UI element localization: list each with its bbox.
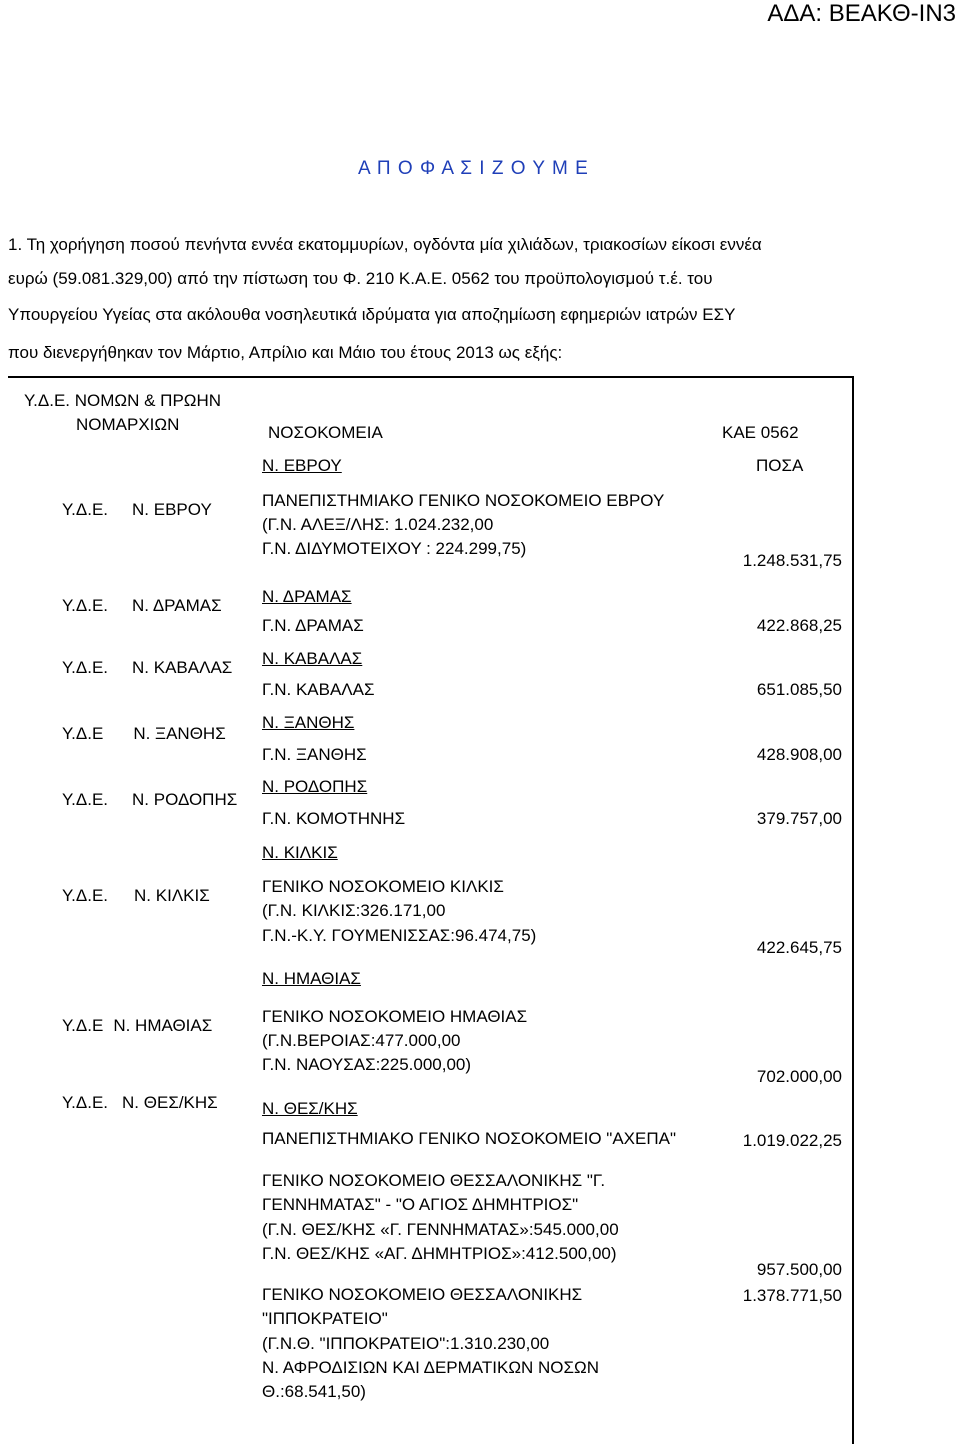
amount-xanthi: 428.908,00 <box>756 745 842 764</box>
hosp-evros-l1: ΠΑΝΕΠΙΣΤΗΜΙΑΚΟ ΓΕΝΙΚΟ ΝΟΣΟΚΟΜΕΙΟ ΕΒΡΟΥ <box>262 491 665 510</box>
ude-evros: Υ.Δ.Ε. Ν. ΕΒΡΟΥ <box>62 500 212 519</box>
amount-ippokrateio: 1.378.771,50 <box>742 1286 842 1305</box>
paragraph-line-4: που διενεργήθηκαν τον Μάρτιο, Απρίλιο και Μάιο του έτους 2013 ως εξής: <box>8 343 563 362</box>
hosp-imathia-l2: (Γ.Ν.ΒΕΡΟΙΑΣ:477.000,00 <box>262 1031 461 1050</box>
hosp-drama-head: Ν. ΔΡΑΜΑΣ <box>262 587 352 606</box>
header-kae: ΚΑΕ 0562 <box>722 423 799 442</box>
hosp-drama-l1: Γ.Ν. ΔΡΑΜΑΣ <box>262 616 364 635</box>
hosp-kavala-head: Ν. ΚΑΒΑΛΑΣ <box>262 649 363 668</box>
hosp-xanthi-head: Ν. ΞΑΝΘΗΣ <box>262 713 355 732</box>
ude-kilkis: Υ.Δ.Ε. Ν. ΚΙΛΚΙΣ <box>62 886 210 905</box>
ude-thessaloniki: Υ.Δ.Ε. Ν. ΘΕΣ/ΚΗΣ <box>62 1093 218 1112</box>
hosp-evros-l2: (Γ.Ν. ΑΛΕΞ/ΛΗΣ: 1.024.232,00 <box>262 515 494 534</box>
amount-komotini: 379.757,00 <box>756 809 842 828</box>
table-right-border <box>852 376 854 1444</box>
header-nomarxion: ΝΟΜΑΡΧΙΩΝ <box>76 415 180 434</box>
header-ude: Υ.Δ.Ε. ΝΟΜΩΝ & ΠΡΩΗΝ <box>24 391 222 410</box>
amount-kilkis: 422.645,75 <box>756 938 842 957</box>
ude-rodopi: Υ.Δ.Ε. Ν. ΡΟΔΟΠΗΣ <box>62 790 238 809</box>
hosp-thess-h-l2: "ΙΠΠΟΚΡΑΤΕΙΟ" <box>262 1309 388 1328</box>
hosp-thess-g-l1: ΓΕΝΙΚΟ ΝΟΣΟΚΟΜΕΙΟ ΘΕΣΣΑΛΟΝΙΚΗΣ "Γ. <box>262 1171 606 1190</box>
hosp-kilkis-head: Ν. ΚΙΛΚΙΣ <box>262 843 338 862</box>
decision-title: Α Π Ο Φ Α Σ Ι Ζ Ο Υ Μ Ε <box>358 158 589 179</box>
hosp-thess-g-l4: Γ.Ν. ΘΕΣ/ΚΗΣ «ΑΓ. ΔΗΜΗΤΡΙΟΣ»:412.500,00) <box>262 1244 617 1263</box>
header-hospitals: ΝΟΣΟΚΟΜΕΙΑ <box>268 423 383 442</box>
hosp-rodopi-head: Ν. ΡΟΔΟΠΗΣ <box>262 777 368 796</box>
hosp-thess-g-l2: ΓΕΝΝΗΜΑΤΑΣ" - "Ο ΑΓΙΟΣ ΔΗΜΗΤΡΙΟΣ" <box>262 1195 579 1214</box>
hosp-thess-h-l3: (Γ.Ν.Θ. "ΙΠΠΟΚΡΑΤΕΙΟ":1.310.230,00 <box>262 1334 550 1353</box>
amount-ahepa: 1.019.022,25 <box>742 1131 842 1150</box>
amount-kavala: 651.085,50 <box>756 680 842 699</box>
hosp-imathia-l3: Γ.Ν. ΝΑΟΥΣΑΣ:225.000,00) <box>262 1055 472 1074</box>
hosp-thess-h-l4: Ν. ΑΦΡΟΔΙΣΙΩΝ ΚΑΙ ΔΕΡΜΑΤΙΚΩΝ ΝΟΣΩΝ <box>262 1358 600 1377</box>
paragraph-line-1: 1. Τη χορήγηση ποσού πενήντα εννέα εκατομμυρίων, ογδόντα μία χιλιάδων, τριακοσίων είκοσι εννέα <box>8 235 762 254</box>
hosp-xanthi-l1: Γ.Ν. ΞΑΝΘΗΣ <box>262 745 367 764</box>
hosp-imathia-l1: ΓΕΝΙΚΟ ΝΟΣΟΚΟΜΕΙΟ ΗΜΑΘΙΑΣ <box>262 1007 528 1026</box>
ude-imathia: Υ.Δ.Ε Ν. ΗΜΑΘΙΑΣ <box>62 1016 213 1035</box>
header-amounts: ΠΟΣΑ <box>756 456 804 475</box>
hosp-kilkis-l3: Γ.Ν.-Κ.Υ. ΓΟΥΜΕΝΙΣΣΑΣ:96.474,75) <box>262 926 537 945</box>
ude-xanthi: Υ.Δ.Ε Ν. ΞΑΝΘΗΣ <box>62 724 226 743</box>
hosp-evros-head: Ν. ΕΒΡΟΥ <box>262 456 342 475</box>
ada-code: ΑΔΑ: ΒΕΑΚΘ-ΙΝ3 <box>767 0 956 27</box>
hosp-thess-h-l1: ΓΕΝΙΚΟ ΝΟΣΟΚΟΜΕΙΟ ΘΕΣΣΑΛΟΝΙΚΗΣ <box>262 1285 583 1304</box>
amount-gennimatas: 957.500,00 <box>756 1260 842 1279</box>
ude-kavala: Υ.Δ.Ε. Ν. ΚΑΒΑΛΑΣ <box>62 658 233 677</box>
hosp-thess-g-l3: (Γ.Ν. ΘΕΣ/ΚΗΣ «Γ. ΓΕΝΝΗΜΑΤΑΣ»:545.000,00 <box>262 1220 619 1239</box>
paragraph-line-3: Υπουργείου Υγείας στα ακόλουθα νοσηλευτικά ιδρύματα για αποζημίωση εφημεριών ιατρών ΕΣΥ <box>8 305 736 324</box>
amount-drama: 422.868,25 <box>756 616 842 635</box>
hosp-thess-head: Ν. ΘΕΣ/ΚΗΣ <box>262 1099 358 1118</box>
hosp-thess-h-l5: Θ.:68.541,50) <box>262 1382 366 1401</box>
hosp-thess-ahepa: ΠΑΝΕΠΙΣΤΗΜΙΑΚΟ ΓΕΝΙΚΟ ΝΟΣΟΚΟΜΕΙΟ "ΑΧΕΠΑ" <box>262 1129 676 1148</box>
paragraph-line-2: ευρώ (59.081.329,00) από την πίστωση του Φ. 210 Κ.Α.Ε. 0562 του προϋπολογισμού τ.έ. του <box>8 269 713 288</box>
amount-imathia: 702.000,00 <box>756 1067 842 1086</box>
hosp-kilkis-l2: (Γ.Ν. ΚΙΛΚΙΣ:326.171,00 <box>262 901 446 920</box>
hosp-evros-l3: Γ.Ν. ΔΙΔΥΜΟΤΕΙΧΟΥ : 224.299,75) <box>262 539 527 558</box>
hosp-kavala-l1: Γ.Ν. ΚΑΒΑΛΑΣ <box>262 680 375 699</box>
hosp-rodopi-l1: Γ.Ν. ΚΟΜΟΤΗΝΗΣ <box>262 809 406 828</box>
hosp-kilkis-l1: ΓΕΝΙΚΟ ΝΟΣΟΚΟΜΕΙΟ ΚΙΛΚΙΣ <box>262 877 504 896</box>
amount-evros: 1.248.531,75 <box>742 551 842 570</box>
hosp-imathia-head: Ν. ΗΜΑΘΙΑΣ <box>262 969 361 988</box>
table-top-border <box>8 376 854 378</box>
ude-drama: Υ.Δ.Ε. Ν. ΔΡΑΜΑΣ <box>62 596 222 615</box>
